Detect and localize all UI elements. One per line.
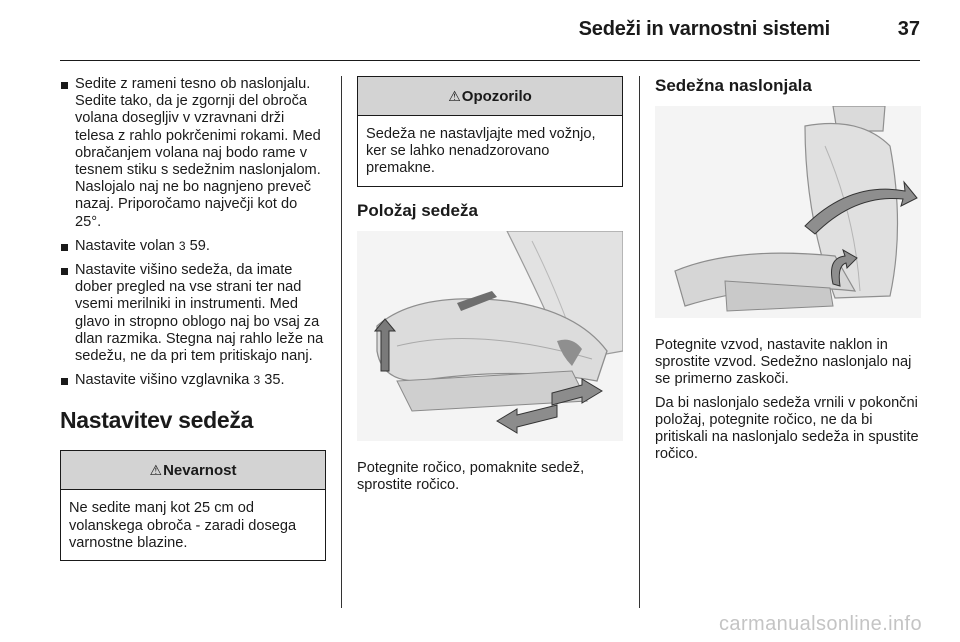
danger-notice-text: Ne sedite manj kot 25 cm od volanskega obroča - zaradi dosega varnostne blazine. [69,500,297,551]
column-divider [341,76,342,608]
column-middle [357,76,623,500]
column-divider [639,76,640,608]
section-heading: Sedežna naslonjala [655,76,812,95]
list-item: Nastavite višino sedeža, da imate dober pregled na vse strani ter nad vsemi merilniki in instrumenti. Med glavo in stropno oblogo naj bo vsaj za dlan razmika. Stegna naj rahlo leže na sedežu, ne da pri tem pritiskajo nanj. [60,262,326,365]
danger-notice-header: ⚠Nevarnost [61,451,325,490]
paragraph: Potegnite vzvod, nastavite naklon in sprostite vzvod. Sedežno naslonjalo naj se primerno zaskoči. [655,337,912,388]
page-header-title: Sedeži in varnostni sistemi [578,18,830,40]
warning-triangle-icon: ⚠ [448,88,461,104]
bullet-list [60,76,326,389]
warning-notice-text: Sedeža ne nastavljajte med vožnjo, ker se lahko nenadzorovano premakne. [366,126,596,177]
warning-notice [357,76,623,187]
page-number: 37 [897,18,920,40]
page-ref-arrow-icon: 3 [178,238,186,253]
danger-notice [60,450,326,561]
page-ref-link[interactable]: 35. [264,372,285,389]
warning-triangle-icon: ⚠ [149,462,163,479]
warning-notice-header: ⚠Opozorilo [358,77,622,116]
page-ref-link[interactable]: 59. [189,237,210,254]
page-ref-arrow-icon: 3 [253,373,261,388]
watermark: carmanualsonline.info [719,613,922,635]
section-heading: Položaj sedeža [357,200,478,220]
header-rule [60,60,920,61]
list-item: Sedite z rameni tesno ob naslonjalu. Sedite tako, da je zgornji del obroča volana dosegljiv v vzravnani drži telesa z rahlo pokrčenimi rokami. Med obračanjem volana naj bodo rame v tesnem stiku s sedežnim naslonjalom. Naslojalo naj ne bo nagnjeno preveč nazaj. Priporočamo največji kot do 25°. [60,76,326,231]
seat-backrest-illustration [655,106,921,318]
list-item: Nastavite višino vzglavnika 3 35. [60,372,326,389]
section-heading: Nastavitev sedeža [60,407,254,434]
paragraph: Da bi naslonjalo sedeža vrnili v pokončni položaj, potegnite ročico, ne da bi pritiskali na naslonjalo sedeža in spustite ročico. [655,394,919,463]
seat-position-illustration [357,231,623,441]
illustration-caption: Potegnite ročico, pomaknite sedež, sprostite ročico. [357,459,585,493]
list-item: Nastavite volan 3 59. [60,238,326,255]
column-right [655,76,921,469]
column-left [60,76,326,561]
